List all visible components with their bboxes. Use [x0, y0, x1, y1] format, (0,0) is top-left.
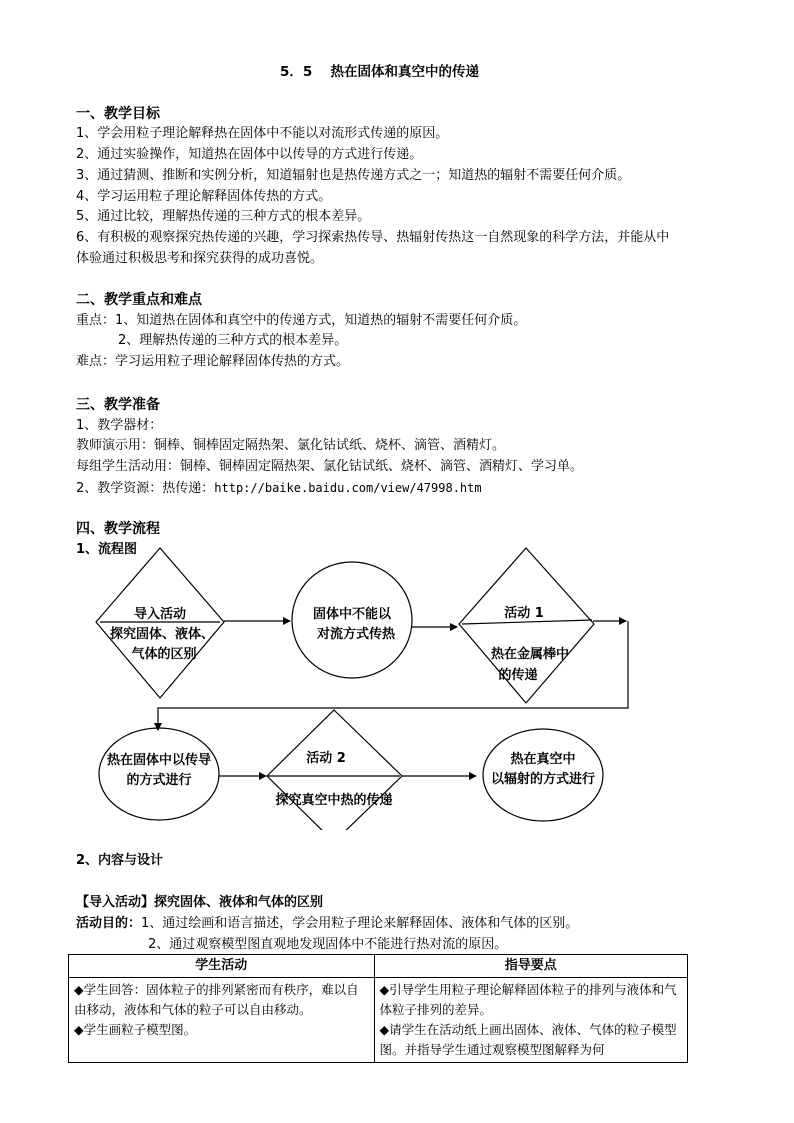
- resource-label: 2、教学资源：热传递：: [76, 481, 215, 496]
- objective-item: 2、通过实验操作，知道热在固体中以传导的方式进行传递。: [76, 147, 423, 162]
- resource-link[interactable]: http://baike.baidu.com/view/47998.htm: [214, 481, 482, 495]
- flow-node-text: 气体的区别: [131, 647, 197, 662]
- objective-item: 体验通过积极思考和探究获得的成功喜悦。: [76, 251, 324, 266]
- flow-node-text: 探究固体、液体、: [109, 627, 215, 642]
- flow-node-text: 探究真空中热的传递: [275, 793, 393, 808]
- table-row: [69, 978, 688, 1063]
- preparation-line: 每组学生活动用：铜棒、铜棒固定隔热架、氯化钴试纸、烧杯、滴管、酒精灯、学习单。: [76, 459, 584, 474]
- guidance-item: ◆请学生在活动纸上画出固体、液体、气体的粒子模型图。并指导学生通过观察模型图解释为何: [379, 1022, 677, 1057]
- guidance-item: ◆引导学生用粒子理论解释固体粒子的排列与液体和气体粒子排列的差异。: [379, 982, 677, 1017]
- section-heading-preparation: 三、教学准备: [76, 397, 160, 413]
- flow-node-text: 以辐射的方式进行: [490, 772, 596, 787]
- table-header-guidance: 指导要点: [374, 955, 688, 978]
- student-activity-item: ◆学生画粒子模型图。: [74, 1022, 197, 1037]
- student-activity-cell: [69, 978, 375, 1063]
- flowchart-subheading: 1、流程图: [76, 542, 138, 557]
- flow-node-text: 固体中不能以: [312, 607, 392, 622]
- preparation-line: 1、教学器材：: [76, 418, 163, 433]
- activity-table: [68, 954, 688, 1063]
- flow-node-intro-diamond: [96, 548, 224, 698]
- flow-node-text: 热在金属棒中: [490, 647, 570, 662]
- intro-activity-title: 【导入活动】探究固体、液体和气体的区别: [76, 895, 324, 910]
- flow-node-text: 的传递: [498, 668, 538, 683]
- flow-node-text: 热在真空中: [510, 752, 576, 767]
- flow-node-text: 的方式进行: [126, 773, 192, 788]
- difficult-point-line: 难点：学习运用粒子理论解释固体传热的方式。: [76, 354, 350, 369]
- flow-node-text: 导入活动: [133, 607, 187, 622]
- flow-node-activity2-diamond: [267, 710, 402, 830]
- key-point-line: 重点：1、知道热在固体和真空中的传递方式，知道热的辐射不需要任何介质。: [76, 313, 527, 328]
- section-heading-key-points: 二、教学重点和难点: [76, 292, 202, 308]
- table-header-row: [69, 955, 688, 978]
- flow-node-text: 活动 2: [306, 751, 346, 766]
- objective-item: 4、学习运用粒子理论解释固体传热的方式。: [76, 189, 332, 204]
- flow-node-text: 热在固体中以传导: [106, 753, 212, 768]
- purpose-text: 1、通过绘画和语言描述，学会用粒子理论来解释固体、液体和气体的区别。: [141, 916, 579, 931]
- table-header-student: 学生活动: [69, 955, 375, 978]
- objective-item: 1、学会用粒子理论解释热在固体中不能以对流形式传递的原因。: [76, 126, 449, 141]
- preparation-line: 教师演示用：铜棒、铜棒固定隔热架、氯化钴试纸、烧杯、滴管、酒精灯。: [76, 438, 506, 453]
- page-title: 5．5 热在固体和真空中的传递: [280, 64, 479, 80]
- content-design-subheading: 2、内容与设计: [76, 853, 164, 868]
- section-heading-process: 四、教学流程: [76, 521, 160, 537]
- guidance-cell: [374, 978, 688, 1063]
- objective-item: 5、通过比较，理解热传递的三种方式的根本差异。: [76, 209, 371, 224]
- objective-item: 3、通过猜测、推断和实例分析，知道辐射也是热传递方式之一；知道热的辐射不需要任何介质。: [76, 168, 631, 183]
- flow-node-text: 活动 1: [504, 606, 544, 621]
- flow-node-text: 对流方式传热: [316, 627, 396, 642]
- purpose-line: 2、通过观察模型图直观地发现固体中不能进行热对流的原因。: [148, 937, 508, 952]
- purpose-label: 活动目的：: [76, 916, 142, 931]
- student-activity-item: ◆学生回答：固体粒子的排列紧密而有秩序，难以自由移动，液体和气体的粒子可以自由移动。: [74, 982, 359, 1017]
- section-heading-objectives: 一、教学目标: [76, 106, 160, 122]
- objective-item: 6、有积极的观察探究热传递的兴趣，学习探索热传导、热辐射传热这一自然现象的科学方法，并能从中: [76, 230, 670, 245]
- purpose-line: [76, 915, 578, 933]
- key-point-line: 2、理解热传递的三种方式的根本差异。: [118, 333, 348, 348]
